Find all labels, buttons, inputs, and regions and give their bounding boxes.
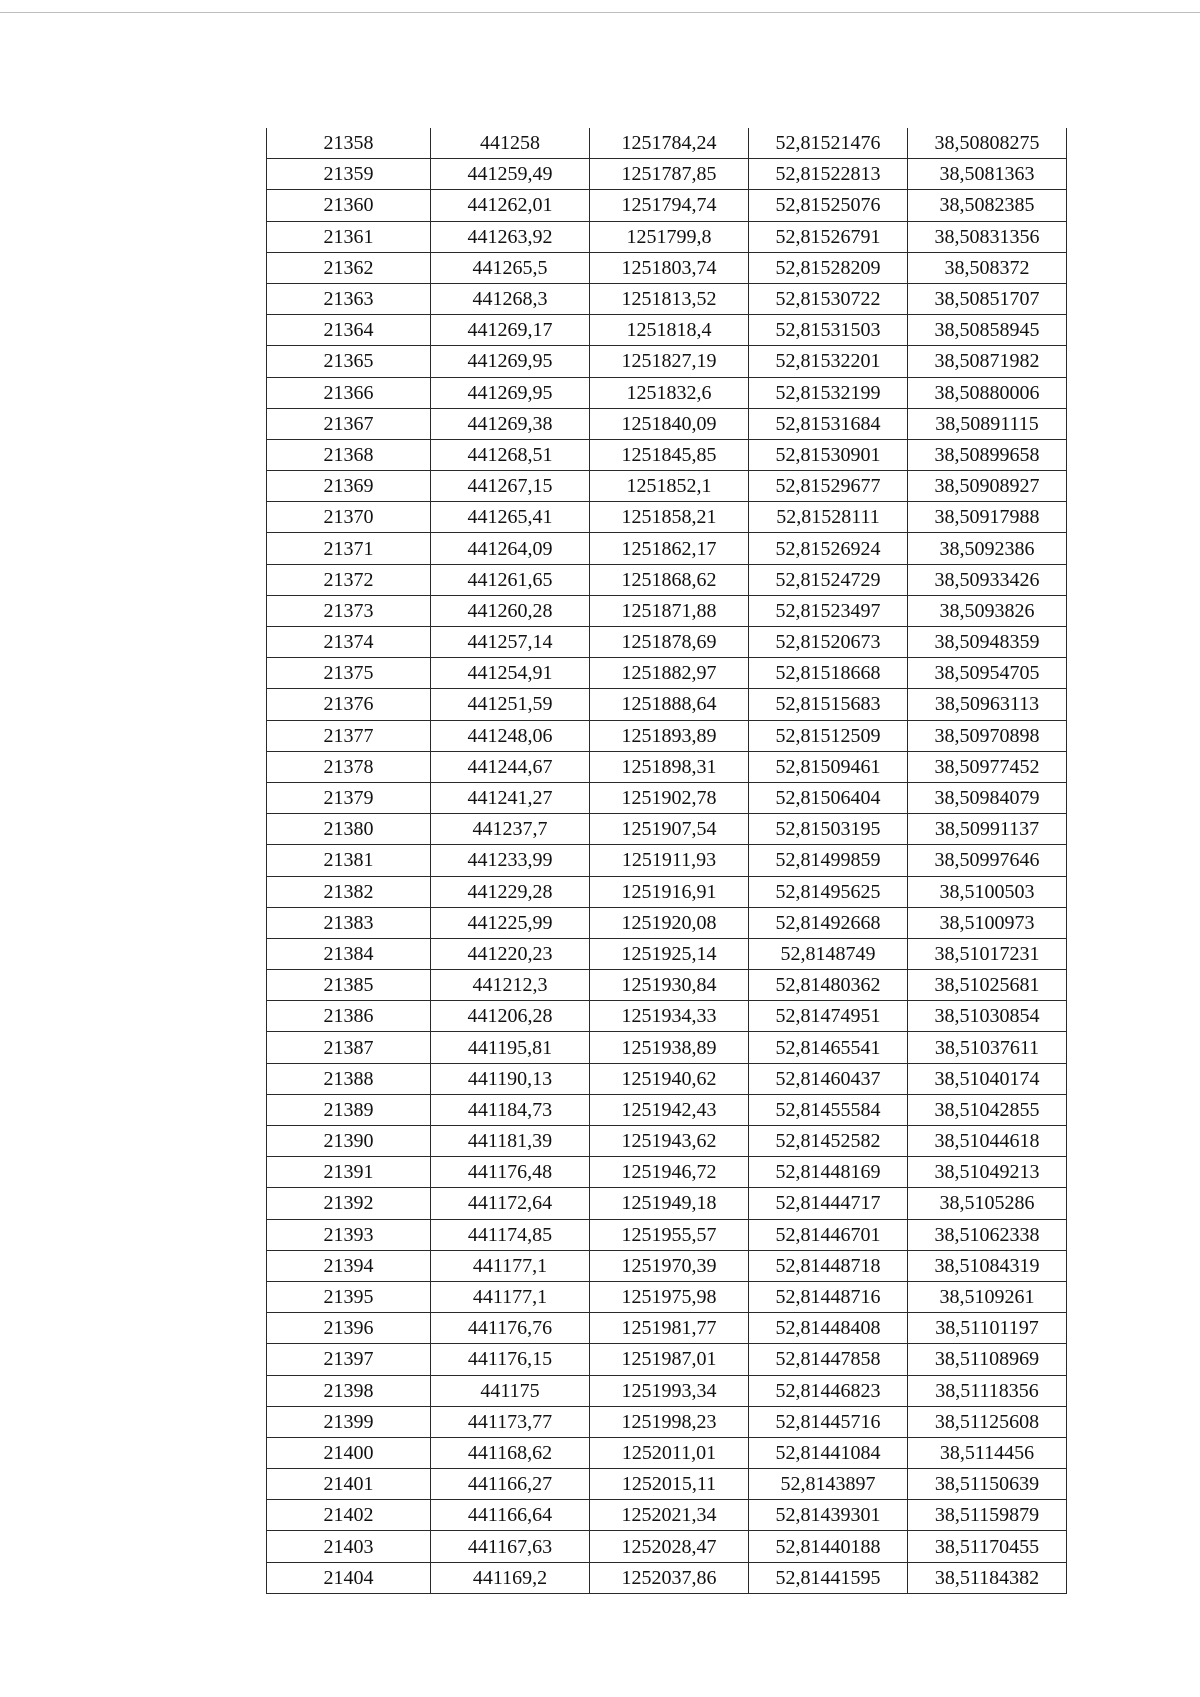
point-number-cell: 21361 bbox=[267, 221, 431, 252]
table-row bbox=[267, 907, 1067, 938]
table-row bbox=[267, 346, 1067, 377]
y-coordinate-cell: 1251845,85 bbox=[590, 439, 749, 470]
table-row bbox=[267, 1375, 1067, 1406]
latitude-cell: 52,8148749 bbox=[749, 938, 908, 969]
latitude-cell: 52,81520673 bbox=[749, 627, 908, 658]
longitude-cell: 38,51040174 bbox=[908, 1063, 1067, 1094]
point-number-cell: 21394 bbox=[267, 1250, 431, 1281]
longitude-cell: 38,51125608 bbox=[908, 1406, 1067, 1437]
y-coordinate-cell: 1251943,62 bbox=[590, 1126, 749, 1157]
y-coordinate-cell: 1251813,52 bbox=[590, 283, 749, 314]
point-number-cell: 21382 bbox=[267, 876, 431, 907]
x-coordinate-cell: 441269,17 bbox=[431, 315, 590, 346]
latitude-cell: 52,81452582 bbox=[749, 1126, 908, 1157]
table-row bbox=[267, 533, 1067, 564]
x-coordinate-cell: 441176,15 bbox=[431, 1344, 590, 1375]
table-row bbox=[267, 1406, 1067, 1437]
point-number-cell: 21375 bbox=[267, 658, 431, 689]
point-number-cell: 21390 bbox=[267, 1126, 431, 1157]
latitude-cell: 52,81532199 bbox=[749, 377, 908, 408]
y-coordinate-cell: 1251981,77 bbox=[590, 1313, 749, 1344]
x-coordinate-cell: 441258 bbox=[431, 128, 590, 159]
latitude-cell: 52,81531503 bbox=[749, 315, 908, 346]
x-coordinate-cell: 441261,65 bbox=[431, 564, 590, 595]
point-number-cell: 21397 bbox=[267, 1344, 431, 1375]
y-coordinate-cell: 1251934,33 bbox=[590, 1001, 749, 1032]
x-coordinate-cell: 441190,13 bbox=[431, 1063, 590, 1094]
point-number-cell: 21378 bbox=[267, 751, 431, 782]
latitude-cell: 52,81448716 bbox=[749, 1281, 908, 1312]
point-number-cell: 21371 bbox=[267, 533, 431, 564]
x-coordinate-cell: 441206,28 bbox=[431, 1001, 590, 1032]
x-coordinate-cell: 441257,14 bbox=[431, 627, 590, 658]
x-coordinate-cell: 441172,64 bbox=[431, 1188, 590, 1219]
table-row bbox=[267, 1437, 1067, 1468]
table-row bbox=[267, 658, 1067, 689]
point-number-cell: 21393 bbox=[267, 1219, 431, 1250]
table-row bbox=[267, 1469, 1067, 1500]
latitude-cell: 52,81509461 bbox=[749, 751, 908, 782]
point-number-cell: 21404 bbox=[267, 1562, 431, 1593]
y-coordinate-cell: 1251827,19 bbox=[590, 346, 749, 377]
y-coordinate-cell: 1251949,18 bbox=[590, 1188, 749, 1219]
latitude-cell: 52,81503195 bbox=[749, 814, 908, 845]
y-coordinate-cell: 1252015,11 bbox=[590, 1469, 749, 1500]
x-coordinate-cell: 441184,73 bbox=[431, 1094, 590, 1125]
longitude-cell: 38,50997646 bbox=[908, 845, 1067, 876]
longitude-cell: 38,5082385 bbox=[908, 190, 1067, 221]
longitude-cell: 38,50851707 bbox=[908, 283, 1067, 314]
point-number-cell: 21384 bbox=[267, 938, 431, 969]
x-coordinate-cell: 441241,27 bbox=[431, 782, 590, 813]
point-number-cell: 21377 bbox=[267, 720, 431, 751]
point-number-cell: 21368 bbox=[267, 439, 431, 470]
x-coordinate-cell: 441225,99 bbox=[431, 907, 590, 938]
y-coordinate-cell: 1252037,86 bbox=[590, 1562, 749, 1593]
longitude-cell: 38,5092386 bbox=[908, 533, 1067, 564]
point-number-cell: 21360 bbox=[267, 190, 431, 221]
latitude-cell: 52,81523497 bbox=[749, 595, 908, 626]
longitude-cell: 38,51108969 bbox=[908, 1344, 1067, 1375]
point-number-cell: 21369 bbox=[267, 471, 431, 502]
table-row bbox=[267, 564, 1067, 595]
coordinates-table bbox=[266, 128, 1067, 1594]
latitude-cell: 52,81441595 bbox=[749, 1562, 908, 1593]
point-number-cell: 21387 bbox=[267, 1032, 431, 1063]
x-coordinate-cell: 441169,2 bbox=[431, 1562, 590, 1593]
longitude-cell: 38,50858945 bbox=[908, 315, 1067, 346]
y-coordinate-cell: 1251907,54 bbox=[590, 814, 749, 845]
table-row bbox=[267, 1562, 1067, 1593]
y-coordinate-cell: 1251898,31 bbox=[590, 751, 749, 782]
point-number-cell: 21386 bbox=[267, 1001, 431, 1032]
point-number-cell: 21396 bbox=[267, 1313, 431, 1344]
latitude-cell: 52,81531684 bbox=[749, 408, 908, 439]
x-coordinate-cell: 441229,28 bbox=[431, 876, 590, 907]
latitude-cell: 52,81446701 bbox=[749, 1219, 908, 1250]
x-coordinate-cell: 441248,06 bbox=[431, 720, 590, 751]
y-coordinate-cell: 1251946,72 bbox=[590, 1157, 749, 1188]
y-coordinate-cell: 1251987,01 bbox=[590, 1344, 749, 1375]
longitude-cell: 38,50991137 bbox=[908, 814, 1067, 845]
point-number-cell: 21391 bbox=[267, 1157, 431, 1188]
x-coordinate-cell: 441244,67 bbox=[431, 751, 590, 782]
longitude-cell: 38,51084319 bbox=[908, 1250, 1067, 1281]
longitude-cell: 38,50891115 bbox=[908, 408, 1067, 439]
y-coordinate-cell: 1251794,74 bbox=[590, 190, 749, 221]
latitude-cell: 52,81465541 bbox=[749, 1032, 908, 1063]
latitude-cell: 52,81524729 bbox=[749, 564, 908, 595]
point-number-cell: 21403 bbox=[267, 1531, 431, 1562]
latitude-cell: 52,81499859 bbox=[749, 845, 908, 876]
x-coordinate-cell: 441195,81 bbox=[431, 1032, 590, 1063]
point-number-cell: 21385 bbox=[267, 970, 431, 1001]
longitude-cell: 38,51037611 bbox=[908, 1032, 1067, 1063]
y-coordinate-cell: 1251784,24 bbox=[590, 128, 749, 159]
y-coordinate-cell: 1251832,6 bbox=[590, 377, 749, 408]
point-number-cell: 21402 bbox=[267, 1500, 431, 1531]
point-number-cell: 21358 bbox=[267, 128, 431, 159]
table-row bbox=[267, 315, 1067, 346]
y-coordinate-cell: 1251840,09 bbox=[590, 408, 749, 439]
y-coordinate-cell: 1251888,64 bbox=[590, 689, 749, 720]
table-row bbox=[267, 689, 1067, 720]
y-coordinate-cell: 1251970,39 bbox=[590, 1250, 749, 1281]
longitude-cell: 38,50977452 bbox=[908, 751, 1067, 782]
latitude-cell: 52,81460437 bbox=[749, 1063, 908, 1094]
table-row bbox=[267, 1001, 1067, 1032]
x-coordinate-cell: 441265,41 bbox=[431, 502, 590, 533]
table-row bbox=[267, 252, 1067, 283]
y-coordinate-cell: 1251858,21 bbox=[590, 502, 749, 533]
y-coordinate-cell: 1251993,34 bbox=[590, 1375, 749, 1406]
latitude-cell: 52,81441084 bbox=[749, 1437, 908, 1468]
y-coordinate-cell: 1251911,93 bbox=[590, 845, 749, 876]
latitude-cell: 52,81444717 bbox=[749, 1188, 908, 1219]
y-coordinate-cell: 1251818,4 bbox=[590, 315, 749, 346]
table-row bbox=[267, 1188, 1067, 1219]
longitude-cell: 38,50984079 bbox=[908, 782, 1067, 813]
longitude-cell: 38,50917988 bbox=[908, 502, 1067, 533]
x-coordinate-cell: 441177,1 bbox=[431, 1281, 590, 1312]
y-coordinate-cell: 1251902,78 bbox=[590, 782, 749, 813]
y-coordinate-cell: 1251862,17 bbox=[590, 533, 749, 564]
table-row bbox=[267, 751, 1067, 782]
point-number-cell: 21389 bbox=[267, 1094, 431, 1125]
latitude-cell: 52,81448718 bbox=[749, 1250, 908, 1281]
table-row bbox=[267, 720, 1067, 751]
table-row bbox=[267, 1126, 1067, 1157]
latitude-cell: 52,81439301 bbox=[749, 1500, 908, 1531]
table-row bbox=[267, 221, 1067, 252]
y-coordinate-cell: 1251803,74 bbox=[590, 252, 749, 283]
latitude-cell: 52,81515683 bbox=[749, 689, 908, 720]
longitude-cell: 38,5100973 bbox=[908, 907, 1067, 938]
point-number-cell: 21359 bbox=[267, 159, 431, 190]
point-number-cell: 21376 bbox=[267, 689, 431, 720]
x-coordinate-cell: 441260,28 bbox=[431, 595, 590, 626]
longitude-cell: 38,51170455 bbox=[908, 1531, 1067, 1562]
table-row bbox=[267, 377, 1067, 408]
x-coordinate-cell: 441254,91 bbox=[431, 658, 590, 689]
longitude-cell: 38,5105286 bbox=[908, 1188, 1067, 1219]
table-row bbox=[267, 595, 1067, 626]
point-number-cell: 21379 bbox=[267, 782, 431, 813]
longitude-cell: 38,508372 bbox=[908, 252, 1067, 283]
point-number-cell: 21363 bbox=[267, 283, 431, 314]
latitude-cell: 52,81480362 bbox=[749, 970, 908, 1001]
y-coordinate-cell: 1251787,85 bbox=[590, 159, 749, 190]
longitude-cell: 38,51062338 bbox=[908, 1219, 1067, 1250]
table-row bbox=[267, 190, 1067, 221]
longitude-cell: 38,51044618 bbox=[908, 1126, 1067, 1157]
x-coordinate-cell: 441173,77 bbox=[431, 1406, 590, 1437]
longitude-cell: 38,51101197 bbox=[908, 1313, 1067, 1344]
longitude-cell: 38,5093826 bbox=[908, 595, 1067, 626]
latitude-cell: 52,81521476 bbox=[749, 128, 908, 159]
longitude-cell: 38,50871982 bbox=[908, 346, 1067, 377]
point-number-cell: 21373 bbox=[267, 595, 431, 626]
x-coordinate-cell: 441174,85 bbox=[431, 1219, 590, 1250]
x-coordinate-cell: 441168,62 bbox=[431, 1437, 590, 1468]
longitude-cell: 38,51049213 bbox=[908, 1157, 1067, 1188]
table-row bbox=[267, 1250, 1067, 1281]
table-row bbox=[267, 1531, 1067, 1562]
longitude-cell: 38,51150639 bbox=[908, 1469, 1067, 1500]
x-coordinate-cell: 441233,99 bbox=[431, 845, 590, 876]
x-coordinate-cell: 441268,51 bbox=[431, 439, 590, 470]
table-row bbox=[267, 970, 1067, 1001]
table-row bbox=[267, 1157, 1067, 1188]
x-coordinate-cell: 441167,63 bbox=[431, 1531, 590, 1562]
latitude-cell: 52,81525076 bbox=[749, 190, 908, 221]
x-coordinate-cell: 441175 bbox=[431, 1375, 590, 1406]
point-number-cell: 21400 bbox=[267, 1437, 431, 1468]
y-coordinate-cell: 1251942,43 bbox=[590, 1094, 749, 1125]
latitude-cell: 52,81495625 bbox=[749, 876, 908, 907]
table-row bbox=[267, 782, 1067, 813]
latitude-cell: 52,81526924 bbox=[749, 533, 908, 564]
table-row bbox=[267, 1219, 1067, 1250]
latitude-cell: 52,81447858 bbox=[749, 1344, 908, 1375]
x-coordinate-cell: 441212,3 bbox=[431, 970, 590, 1001]
point-number-cell: 21362 bbox=[267, 252, 431, 283]
y-coordinate-cell: 1252011,01 bbox=[590, 1437, 749, 1468]
point-number-cell: 21388 bbox=[267, 1063, 431, 1094]
latitude-cell: 52,81492668 bbox=[749, 907, 908, 938]
longitude-cell: 38,50831356 bbox=[908, 221, 1067, 252]
longitude-cell: 38,5081363 bbox=[908, 159, 1067, 190]
table-row bbox=[267, 283, 1067, 314]
point-number-cell: 21383 bbox=[267, 907, 431, 938]
table-row bbox=[267, 627, 1067, 658]
y-coordinate-cell: 1251893,89 bbox=[590, 720, 749, 751]
longitude-cell: 38,51159879 bbox=[908, 1500, 1067, 1531]
x-coordinate-cell: 441268,3 bbox=[431, 283, 590, 314]
latitude-cell: 52,81528209 bbox=[749, 252, 908, 283]
x-coordinate-cell: 441269,95 bbox=[431, 346, 590, 377]
x-coordinate-cell: 441220,23 bbox=[431, 938, 590, 969]
longitude-cell: 38,51030854 bbox=[908, 1001, 1067, 1032]
point-number-cell: 21398 bbox=[267, 1375, 431, 1406]
x-coordinate-cell: 441263,92 bbox=[431, 221, 590, 252]
x-coordinate-cell: 441269,95 bbox=[431, 377, 590, 408]
latitude-cell: 52,81446823 bbox=[749, 1375, 908, 1406]
longitude-cell: 38,50933426 bbox=[908, 564, 1067, 595]
x-coordinate-cell: 441181,39 bbox=[431, 1126, 590, 1157]
y-coordinate-cell: 1251998,23 bbox=[590, 1406, 749, 1437]
longitude-cell: 38,50880006 bbox=[908, 377, 1067, 408]
y-coordinate-cell: 1251925,14 bbox=[590, 938, 749, 969]
point-number-cell: 21367 bbox=[267, 408, 431, 439]
coordinates-table-body bbox=[267, 128, 1067, 1593]
point-number-cell: 21392 bbox=[267, 1188, 431, 1219]
latitude-cell: 52,81518668 bbox=[749, 658, 908, 689]
latitude-cell: 52,81528111 bbox=[749, 502, 908, 533]
longitude-cell: 38,5100503 bbox=[908, 876, 1067, 907]
point-number-cell: 21366 bbox=[267, 377, 431, 408]
latitude-cell: 52,81522813 bbox=[749, 159, 908, 190]
y-coordinate-cell: 1251799,8 bbox=[590, 221, 749, 252]
longitude-cell: 38,51025681 bbox=[908, 970, 1067, 1001]
y-coordinate-cell: 1251975,98 bbox=[590, 1281, 749, 1312]
y-coordinate-cell: 1252028,47 bbox=[590, 1531, 749, 1562]
point-number-cell: 21374 bbox=[267, 627, 431, 658]
latitude-cell: 52,81526791 bbox=[749, 221, 908, 252]
x-coordinate-cell: 441265,5 bbox=[431, 252, 590, 283]
longitude-cell: 38,50954705 bbox=[908, 658, 1067, 689]
table-row bbox=[267, 1344, 1067, 1375]
latitude-cell: 52,81530722 bbox=[749, 283, 908, 314]
x-coordinate-cell: 441264,09 bbox=[431, 533, 590, 564]
scan-edge-line bbox=[0, 12, 1200, 13]
y-coordinate-cell: 1251852,1 bbox=[590, 471, 749, 502]
y-coordinate-cell: 1252021,34 bbox=[590, 1500, 749, 1531]
table-row bbox=[267, 1063, 1067, 1094]
latitude-cell: 52,81448169 bbox=[749, 1157, 908, 1188]
longitude-cell: 38,5109261 bbox=[908, 1281, 1067, 1312]
x-coordinate-cell: 441166,64 bbox=[431, 1500, 590, 1531]
table-row bbox=[267, 159, 1067, 190]
table-row bbox=[267, 1032, 1067, 1063]
x-coordinate-cell: 441267,15 bbox=[431, 471, 590, 502]
table-row bbox=[267, 814, 1067, 845]
x-coordinate-cell: 441237,7 bbox=[431, 814, 590, 845]
longitude-cell: 38,50963113 bbox=[908, 689, 1067, 720]
latitude-cell: 52,81455584 bbox=[749, 1094, 908, 1125]
point-number-cell: 21365 bbox=[267, 346, 431, 377]
x-coordinate-cell: 441166,27 bbox=[431, 1469, 590, 1500]
table-row bbox=[267, 845, 1067, 876]
latitude-cell: 52,81474951 bbox=[749, 1001, 908, 1032]
table-row bbox=[267, 502, 1067, 533]
x-coordinate-cell: 441269,38 bbox=[431, 408, 590, 439]
table-row bbox=[267, 1500, 1067, 1531]
x-coordinate-cell: 441259,49 bbox=[431, 159, 590, 190]
y-coordinate-cell: 1251930,84 bbox=[590, 970, 749, 1001]
longitude-cell: 38,51042855 bbox=[908, 1094, 1067, 1125]
table-row bbox=[267, 1094, 1067, 1125]
latitude-cell: 52,81440188 bbox=[749, 1531, 908, 1562]
table-row bbox=[267, 128, 1067, 159]
x-coordinate-cell: 441251,59 bbox=[431, 689, 590, 720]
y-coordinate-cell: 1251940,62 bbox=[590, 1063, 749, 1094]
latitude-cell: 52,81445716 bbox=[749, 1406, 908, 1437]
x-coordinate-cell: 441177,1 bbox=[431, 1250, 590, 1281]
table-row bbox=[267, 471, 1067, 502]
y-coordinate-cell: 1251938,89 bbox=[590, 1032, 749, 1063]
latitude-cell: 52,8143897 bbox=[749, 1469, 908, 1500]
y-coordinate-cell: 1251955,57 bbox=[590, 1219, 749, 1250]
table-row bbox=[267, 408, 1067, 439]
y-coordinate-cell: 1251920,08 bbox=[590, 907, 749, 938]
point-number-cell: 21370 bbox=[267, 502, 431, 533]
point-number-cell: 21401 bbox=[267, 1469, 431, 1500]
y-coordinate-cell: 1251916,91 bbox=[590, 876, 749, 907]
y-coordinate-cell: 1251882,97 bbox=[590, 658, 749, 689]
latitude-cell: 52,81532201 bbox=[749, 346, 908, 377]
longitude-cell: 38,50908927 bbox=[908, 471, 1067, 502]
table-row bbox=[267, 938, 1067, 969]
point-number-cell: 21395 bbox=[267, 1281, 431, 1312]
x-coordinate-cell: 441176,48 bbox=[431, 1157, 590, 1188]
longitude-cell: 38,51017231 bbox=[908, 938, 1067, 969]
point-number-cell: 21380 bbox=[267, 814, 431, 845]
longitude-cell: 38,51184382 bbox=[908, 1562, 1067, 1593]
y-coordinate-cell: 1251878,69 bbox=[590, 627, 749, 658]
table-row bbox=[267, 876, 1067, 907]
point-number-cell: 21381 bbox=[267, 845, 431, 876]
latitude-cell: 52,81529677 bbox=[749, 471, 908, 502]
point-number-cell: 21372 bbox=[267, 564, 431, 595]
x-coordinate-cell: 441262,01 bbox=[431, 190, 590, 221]
table-row bbox=[267, 439, 1067, 470]
latitude-cell: 52,81448408 bbox=[749, 1313, 908, 1344]
longitude-cell: 38,51118356 bbox=[908, 1375, 1067, 1406]
longitude-cell: 38,50970898 bbox=[908, 720, 1067, 751]
x-coordinate-cell: 441176,76 bbox=[431, 1313, 590, 1344]
longitude-cell: 38,50899658 bbox=[908, 439, 1067, 470]
latitude-cell: 52,81530901 bbox=[749, 439, 908, 470]
longitude-cell: 38,50808275 bbox=[908, 128, 1067, 159]
y-coordinate-cell: 1251868,62 bbox=[590, 564, 749, 595]
latitude-cell: 52,81506404 bbox=[749, 782, 908, 813]
point-number-cell: 21364 bbox=[267, 315, 431, 346]
longitude-cell: 38,50948359 bbox=[908, 627, 1067, 658]
longitude-cell: 38,5114456 bbox=[908, 1437, 1067, 1468]
y-coordinate-cell: 1251871,88 bbox=[590, 595, 749, 626]
point-number-cell: 21399 bbox=[267, 1406, 431, 1437]
table-row bbox=[267, 1313, 1067, 1344]
table-row bbox=[267, 1281, 1067, 1312]
latitude-cell: 52,81512509 bbox=[749, 720, 908, 751]
